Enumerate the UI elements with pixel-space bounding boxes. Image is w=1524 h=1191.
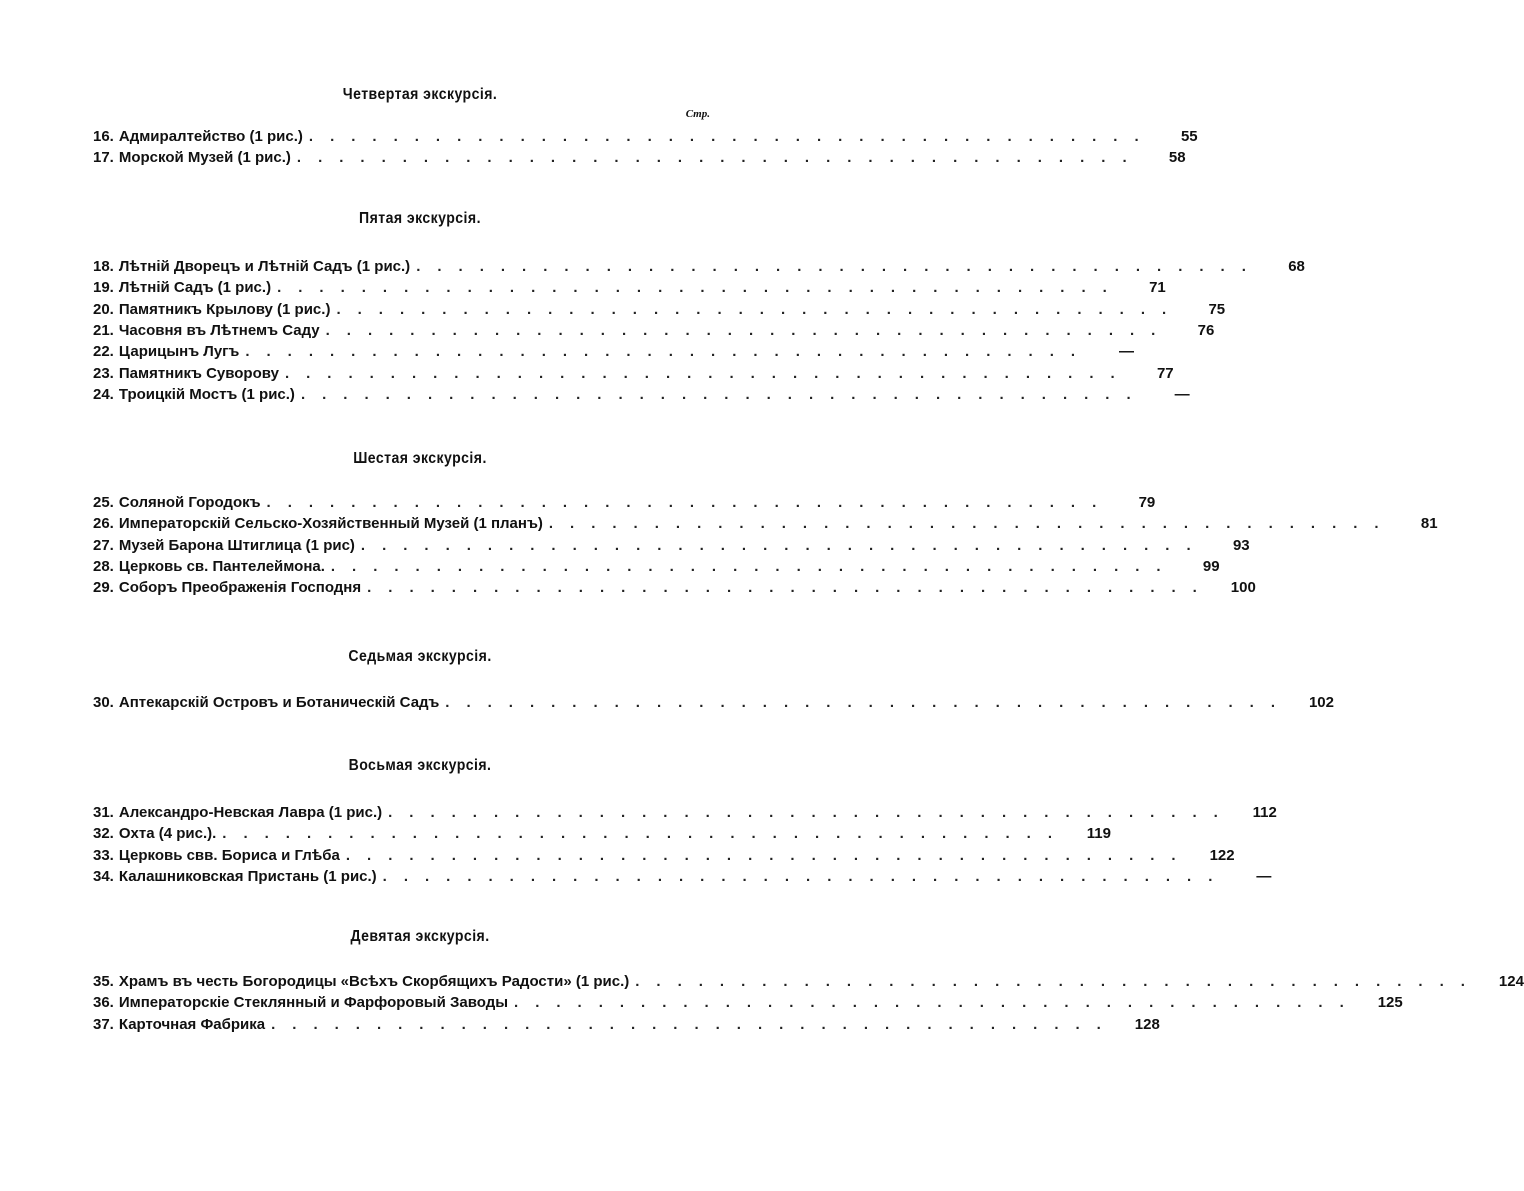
entry-number: 16. <box>93 128 114 145</box>
entry-number: 33. <box>93 847 114 864</box>
entry-page-number: 100 <box>1230 579 1256 596</box>
dot-leader: ........................................ <box>222 825 1069 842</box>
dot-leader: ........................................ <box>367 579 1214 596</box>
entry-number: 29. <box>93 579 114 596</box>
entry-number: 36. <box>93 994 114 1011</box>
toc-entry <box>93 322 1215 343</box>
dot-leader: ........................................ <box>382 868 1230 885</box>
toc-entry <box>93 386 1190 407</box>
entry-title: Лѣтній Садъ (1 рис.) <box>118 279 272 296</box>
entry-title: Храмъ въ честь Богородицы «Всѣхъ Скорбящихъ Радости» (1 рис.) <box>118 973 630 990</box>
entry-page-number: 119 <box>1086 825 1111 842</box>
toc-entry <box>93 365 1174 386</box>
entry-page-number: 55 <box>1180 128 1198 145</box>
entry-title: Царицынъ Лугъ <box>118 343 240 360</box>
dot-leader: ........................................ <box>336 301 1184 318</box>
entry-number: 35. <box>93 973 114 990</box>
entry-title: Церковь св. Пантелеймона. <box>118 558 325 575</box>
dot-leader: ........................................ <box>635 973 1482 990</box>
entry-title: Музей Барона Штиглица (1 рис) <box>118 537 355 554</box>
entry-page-number: 99 <box>1202 558 1220 575</box>
dot-leader: ........................................ <box>345 847 1193 864</box>
entry-number: 30. <box>93 694 114 711</box>
dot-leader: ........................................ <box>300 386 1148 403</box>
dot-leader: ........................................ <box>296 149 1144 166</box>
entry-title: Памятникъ Крылову (1 рис.) <box>118 301 331 318</box>
toc-entry <box>93 847 1235 868</box>
toc-entry <box>93 279 1166 300</box>
dot-leader: ........................................ <box>416 258 1263 275</box>
section-heading: Шестая экскурсія. <box>353 450 487 467</box>
entry-title: Памятникъ Суворову <box>118 365 279 382</box>
entry-number: 20. <box>93 301 114 318</box>
entry-number: 17. <box>93 149 114 166</box>
dot-leader: ........................................ <box>245 343 1093 360</box>
toc-entry <box>93 804 1277 825</box>
section-heading: Пятая экскурсія. <box>359 210 481 227</box>
entry-page-number: — <box>1119 343 1135 360</box>
toc-entry <box>93 994 1403 1015</box>
section-heading: Восьмая экскурсія. <box>348 757 492 774</box>
entry-page-number: 112 <box>1252 804 1277 821</box>
dot-leader: ........................................ <box>271 1016 1118 1033</box>
entry-title: Часовня въ Лѣтнемъ Саду <box>118 322 320 339</box>
entry-number: 24. <box>93 386 114 403</box>
toc-entry <box>93 494 1156 515</box>
entry-page-number: 58 <box>1168 149 1186 166</box>
entry-title: Соляной Городокъ <box>118 494 261 511</box>
entry-number: 25. <box>93 494 114 511</box>
entry-page-number: 79 <box>1138 494 1156 511</box>
entry-number: 23. <box>93 365 114 382</box>
entry-page-number: 122 <box>1209 847 1235 864</box>
entry-title: Императорскіе Стеклянный и Фарфоровый Заводы <box>118 994 509 1011</box>
section-heading: Седьмая экскурсія. <box>348 648 492 665</box>
toc-entry <box>93 694 1334 715</box>
entry-page-number: 128 <box>1134 1016 1160 1033</box>
toc-entry <box>93 128 1198 149</box>
toc-entry <box>93 868 1272 889</box>
entry-title: Охта (4 рис.). <box>118 825 217 842</box>
section-heading: Четвертая экскурсія. <box>342 86 498 103</box>
dot-leader: ........................................ <box>388 804 1235 821</box>
entry-page-number: — <box>1174 386 1190 403</box>
page-column-label: Стр. <box>685 108 710 120</box>
entry-title: Императорскій Сельско-Хозяйственный Музей (1 планъ) <box>118 515 543 532</box>
dot-leader: ........................................ <box>445 694 1292 711</box>
entry-number: 18. <box>93 258 114 275</box>
entry-title: Аптекарскій Островъ и Ботаническій Садъ <box>118 694 440 711</box>
entry-number: 37. <box>93 1016 114 1033</box>
entry-number: 19. <box>93 279 114 296</box>
entry-title: Александро-Невская Лавра (1 рис.) <box>118 804 383 821</box>
entry-title: Карточная Фабрика <box>118 1016 266 1033</box>
entry-page-number: 81 <box>1420 515 1438 532</box>
dot-leader: ........................................ <box>548 515 1396 532</box>
dot-leader: ........................................ <box>514 994 1361 1011</box>
entry-title: Церковь свв. Бориса и Глѣба <box>118 847 340 864</box>
toc-entry <box>93 301 1226 322</box>
entry-page-number: 68 <box>1288 258 1305 275</box>
entry-number: 26. <box>93 515 114 532</box>
entry-page-number: 102 <box>1308 694 1334 711</box>
entry-number: 27. <box>93 537 114 554</box>
entry-title: Лѣтній Дворецъ и Лѣтній Садъ (1 рис.) <box>118 258 411 275</box>
entry-number: 21. <box>93 322 114 339</box>
entry-title: Адмиралтейство (1 рис.) <box>118 128 303 145</box>
dot-leader: ........................................ <box>360 537 1208 554</box>
entry-page-number: 125 <box>1377 994 1403 1011</box>
dot-leader: ........................................ <box>325 322 1173 339</box>
toc-entry <box>93 579 1256 600</box>
section-heading: Девятая экскурсія. <box>350 928 490 945</box>
entry-page-number: 93 <box>1232 537 1250 554</box>
entry-page-number: — <box>1256 868 1272 885</box>
entry-title: Калашниковская Пристань (1 рис.) <box>118 868 377 885</box>
entry-number: 22. <box>93 343 114 360</box>
dot-leader: ........................................ <box>284 365 1132 382</box>
entry-number: 32. <box>93 825 114 842</box>
toc-entry <box>93 1016 1160 1037</box>
entry-number: 31. <box>93 804 114 821</box>
entry-number: 34. <box>93 868 114 885</box>
entry-title: Троицкій Мостъ (1 рис.) <box>118 386 295 403</box>
entry-page-number: 77 <box>1156 365 1174 382</box>
entry-number: 28. <box>93 558 114 575</box>
toc-entry <box>93 973 1524 994</box>
entry-page-number: 76 <box>1197 322 1215 339</box>
entry-page-number: 75 <box>1208 301 1226 318</box>
toc-entry <box>93 343 1135 364</box>
dot-leader: ........................................ <box>277 279 1124 296</box>
toc-entry <box>93 558 1220 579</box>
entry-title: Морской Музей (1 рис.) <box>118 149 291 166</box>
entry-title: Соборъ Преображенія Господня <box>118 579 362 596</box>
entry-page-number: 71 <box>1149 279 1166 296</box>
toc-entry <box>93 149 1186 170</box>
dot-leader: ........................................ <box>330 558 1178 575</box>
entry-page-number: 124 <box>1498 973 1524 990</box>
toc-entry <box>93 515 1438 536</box>
dot-leader: ........................................ <box>266 494 1114 511</box>
dot-leader: ........................................ <box>308 128 1156 145</box>
toc-entry <box>93 825 1111 846</box>
toc-entry <box>93 258 1305 279</box>
toc-entry <box>93 537 1250 558</box>
